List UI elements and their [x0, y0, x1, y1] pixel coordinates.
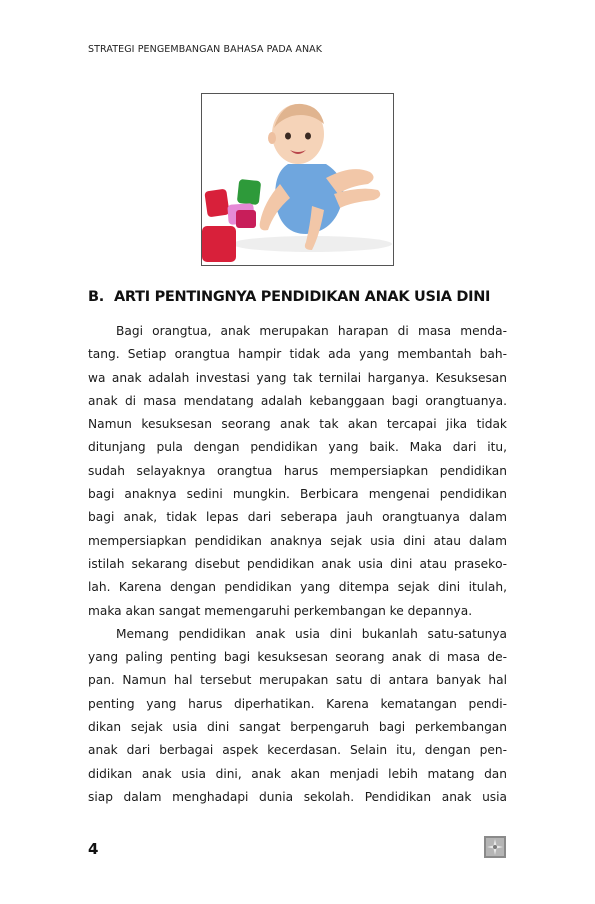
body-text [88, 320, 507, 809]
paragraph-line: mempersiapkan pendidikan anaknya sejak usia dini atau dalam [88, 533, 507, 548]
paragraph-line: anak di masa mendatang adalah kebanggaan bagi orangtuanya. [88, 393, 507, 408]
paragraph-line: bagi anaknya sedini mungkin. Berbicara mengenai pendidikan [88, 487, 507, 502]
paragraph-line: ditunjang pula dengan pendidikan yang baik. Maka dari itu, [88, 440, 507, 455]
paragraph-line: Memang pendidikan anak usia dini bukanlah satu-satunya [116, 626, 507, 641]
page-number: 4 [88, 840, 99, 858]
paragraph-line: didikan anak usia dini, anak akan menjadi lebih matang dan [88, 766, 507, 781]
baby-with-blocks-illustration [202, 94, 393, 265]
corner-ornament-icon [484, 836, 506, 858]
paragraph-line: lah. Karena dengan pendidikan yang ditempa sejak dini itulah, [88, 580, 507, 595]
paragraph-line: pan. Namun hal tersebut merupakan satu di antara banyak hal [88, 673, 507, 688]
section-title: ARTI PENTINGNYA PENDIDIKAN ANAK USIA DINI [114, 289, 491, 305]
paragraph-line: maka akan sangat memengaruhi perkembangan ke depannya. [88, 603, 473, 618]
paragraph-line: sudah selayaknya orangtua harus mempersiapkan pendidikan [88, 463, 507, 478]
section-number: B. [88, 289, 104, 305]
paragraph-line: penting yang harus diperhatikan. Karena kematangan pendi- [88, 696, 507, 711]
paragraph-line: dikan sejak usia dini sangat berpengaruh bagi perkembangan [88, 720, 507, 735]
paragraph-line: istilah sekarang disebut pendidikan anak usia dini atau prasekо- [88, 556, 507, 571]
running-header: STRATEGI PENGEMBANGAN BAHASA PADA ANAK [88, 44, 323, 55]
paragraph-line: wa anak adalah investasi yang tak ternilai harganya. Kesuksesan [88, 370, 507, 385]
paragraph-line: yang paling penting bagi kesuksesan seorang anak di masa de- [88, 650, 507, 665]
baby-photo [201, 93, 394, 266]
paragraph-line: anak dari berbagai aspek kecerdasan. Selain itu, dengan pen- [88, 743, 507, 758]
paragraph-line: Bagi orangtua, anak merupakan harapan di masa menda- [116, 324, 507, 338]
section-heading [88, 289, 518, 305]
paragraph-line: tang. Setiap orangtua hampir tidak ada yang membantah bah- [88, 347, 507, 362]
paragraph-line: siap dalam menghadapi dunia sekolah. Pendidikan anak usia [88, 789, 507, 804]
paragraph-line: Namun kesuksesan seorang anak tak akan tercapai jika tidak [88, 417, 507, 432]
paragraph-line: bagi anak, tidak lepas dari seberapa jauh orangtuanya dalam [88, 510, 507, 525]
